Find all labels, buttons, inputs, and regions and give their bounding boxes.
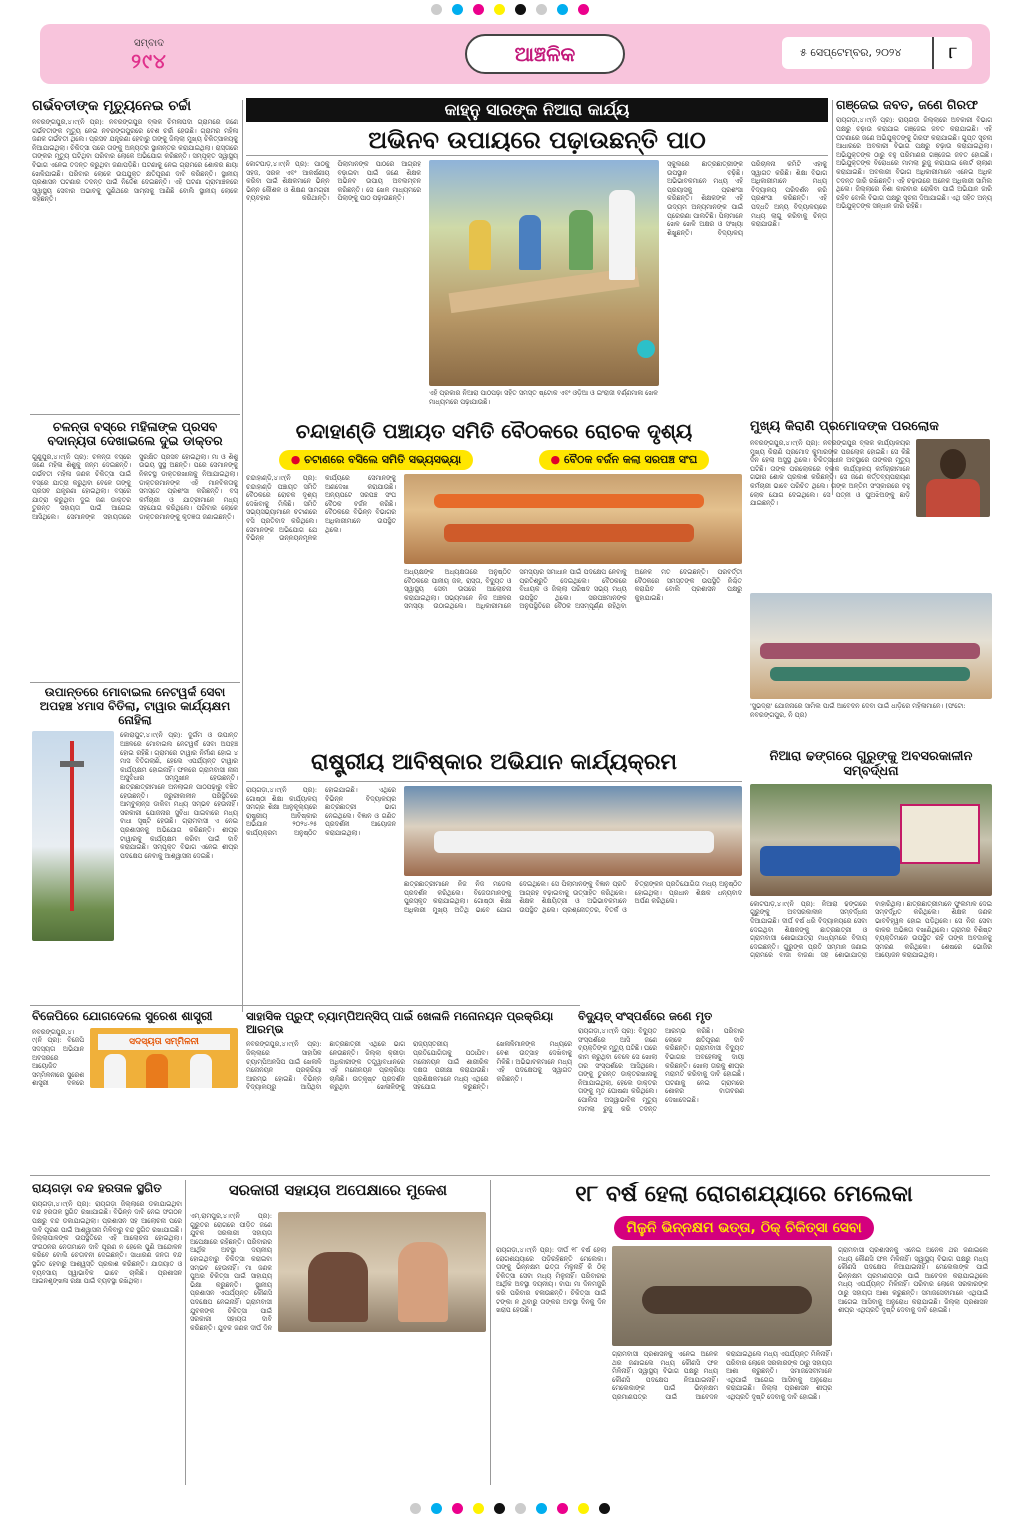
bjp-event-photo bbox=[90, 1028, 238, 1088]
article-kanhu-teacher bbox=[246, 98, 828, 410]
row-rule bbox=[30, 682, 240, 683]
registration-dot bbox=[410, 1503, 421, 1514]
article-body: ରାୟଗଡ଼ା,୪।୯(ନି ପ୍ର): ରାୟଗଡ଼ା ଜିଲ୍ଲାରେ ଡକାଯାଇଥିବା ବନ୍ଦ ହରତାଳ ସ୍ଥଗିତ ରଖାଯାଇଛି। ବିଭିନ୍ନ ଦାବି ନେଇ ସଂଗଠନ ପକ୍ଷରୁ ବନ୍ଦ ଡକାଯାଇଥିଲା। ପ୍ରଶାସନ ସହ ଆଲୋଚନା ପରେ ଦାବି ପୂରଣ ପାଇଁ ଆଶ୍ୱାସନା ମିଳିବାରୁ ବନ୍ଦ ସ୍ଥଗିତ ରଖାଯାଇଛି। ଜିଲ୍ଲାପାଳଙ୍କ ଉପସ୍ଥିତିରେ ଏହି ଆଲୋଚନା ହୋଇଥିଲା। ସଂଗଠନର ନେତାମାନେ ଦାବି ପୂରଣ ନ ହେଲେ ପୁଣି ଆନ୍ଦୋଳନ କରିବେ ବୋଲି ଚେତାବନୀ ଦେଇଛନ୍ତି। ସାଧାରଣ ଜନତା ବନ୍ଦ ସ୍ଥଗିତ ହେବାରୁ ଆଶ୍ୱସ୍ତି ପ୍ରକାଶ କରିଛନ୍ତି। ଯାତାୟାତ ଓ ବ୍ୟବସାୟ ସ୍ୱାଭାବିକ ଭାବେ ଚାଲିଛି। ପ୍ରଶାସନ ଆଇନଶୃଙ୍ଖଳା ରକ୍ଷା ପାଇଁ ବ୍ୟବସ୍ଥା ରଖିଥିଲା। bbox=[32, 1199, 182, 1286]
person-figure bbox=[104, 1054, 126, 1088]
procession-photo bbox=[750, 784, 992, 896]
column-rule bbox=[185, 1180, 186, 1485]
meeting-photo bbox=[404, 474, 742, 564]
article-pregnant-death bbox=[32, 98, 238, 410]
article-electrocution bbox=[578, 1010, 744, 1172]
balloon-shape bbox=[637, 340, 655, 358]
headline: ଉପାନ୍ତରେ ମୋବାଇଲ ନେଟୱର୍କ ସେବା ଅପହଞ୍ଚ ୪ମାସ ବିତିଲା, ଟାୱାର କାର୍ଯ୍ୟକ୍ଷମ ନୋହିଲା bbox=[39, 686, 231, 727]
article-body: ନବରଙ୍ଗପୁର,୪।୯(ନି ପ୍ର): ବିଜେପି ସଦସ୍ୟତା ଅଭିଯାନ ଅବସରରେ ଆୟୋଜିତ ସମ୍ମିଳନୀରେ ସୁରେଶ ଶାସ୍ତ୍ରୀ ଦଳରେ bbox=[32, 1027, 84, 1088]
article-body: ଏମ୍.ରାମପୁର,୪।୯(ନି ପ୍ର): ଗୁରୁତର ରୋଗରେ ପୀଡ଼ିତ ଜଣେ ଯୁବକ ସରକାରୀ ସହାୟତା ଅପେକ୍ଷାରେ ରହିଛନ୍ତି। ପରିବାରର ଆର୍ଥିକ ଅବସ୍ଥା ଦୟନୀୟ ହୋଇଥିବାରୁ ଚିକିତ୍ସା କରାଇବା ସମ୍ଭବ ହେଉନାହିଁ। ମା ଜଣକ ପୁଅର ଚିକିତ୍ସା ପାଇଁ ସାହାଯ୍ୟ ଭିକ୍ଷା କରୁଛନ୍ତି। ସ୍ଥାନୀୟ ପ୍ରଶାସନ ଏପର୍ଯ୍ୟନ୍ତ କୌଣସି ପଦକ୍ଷେପ ନେଇନାହିଁ। ଗ୍ରାମବାସୀ ଯୁବକଙ୍କ ଚିକିତ୍ସା ପାଇଁ ସରକାରୀ ସହାୟତା ଦାବି କରିଛନ୍ତି। ଯୁବକ ଜଣକ ଦୀର୍ଘ ଦିନ bbox=[190, 1212, 272, 1332]
registration-dot bbox=[578, 1503, 589, 1514]
article-body: ଅଧ୍ୟକ୍ଷଙ୍କ ଅଧ୍ୟକ୍ଷତାରେ ଅନୁଷ୍ଠିତ ବୈଠକରେ ପାନୀୟ ଜଳ, ରାସ୍ତା, ବିଦ୍ୟୁତ ଓ ସ୍ୱାସ୍ଥ୍ୟ ସେବା ଉପରେ ଆଲୋଚନା କରାଯାଇଥିଲା। ସଭ୍ୟମାନେ ନିଜ ଅଞ୍ଚଳର ସମସ୍ୟା ଉଠାଇଥିଲେ। ଅଧିକାରୀମାନେ ସମସ୍ୟାର ସମାଧାନ ପାଇଁ ପଦକ୍ଷେପ ନେବାକୁ ପ୍ରତିଶ୍ରୁତି ଦେଇଥିଲେ। ବୈଠକରେ ବିଧାୟକ ଓ ଜିଲ୍ଲା ପରିଷଦ ସଭ୍ୟ ମଧ୍ୟ ଉପସ୍ଥିତ ଥିଲେ। ସରପଞ୍ଚମାନଙ୍କ ଅନୁପସ୍ଥିତିରେ ବୈଠକ ଅସମ୍ପୂର୍ଣ୍ଣ ରହିଥିବା ଅନେକ ମତ ଦେଇଛନ୍ତି। ପରବର୍ତ୍ତୀ ବୈଠକରେ ସମସ୍ତଙ୍କ ଉପସ୍ଥିତି ନିଶ୍ଚିତ କରାଯିବ ବୋଲି ପ୍ରଶାସନ ପକ୍ଷରୁ କୁହାଯାଇଛି। bbox=[404, 568, 742, 611]
article-body: ରାୟଗଡ଼ା,୪।୯(ନି ପ୍ର): ଗୋଷ୍ଠୀ ଶିକ୍ଷା କାର୍ଯ୍ୟାଳୟ ସମଗ୍ର ଶିକ୍ଷା ଆନୁକୂଲ୍ୟରେ ରାଷ୍ଟ୍ରୀୟ ଆବିଷ୍କାର ଅଭିଯାନ ୨୦୨୪-୨୫ କାର୍ଯ୍ୟକ୍ରମ ଅନୁଷ୍ଠିତ ହୋଇଯାଇଛି। ଏଥିରେ ବିଭିନ୍ନ ବିଦ୍ୟାଳୟର ଛାତ୍ରଛାତ୍ରୀ ଭାଗ ନେଇଥିଲେ। ବିଜ୍ଞାନ ଓ ଗଣିତ ପ୍ରଦର୍ଶନୀ ଆୟୋଜନ କରାଯାଇଥିଲା। bbox=[246, 786, 396, 837]
article-chandahandi-meeting bbox=[246, 420, 742, 745]
article-body: କୋରାପୁଟ,୪।୯(ନି ପ୍ର): ଦୁର୍ଗମ ଓ ଉପାନ୍ତ ଅଞ୍ଚଳରେ ମୋବାଇଲ ନେଟୱର୍କ ସେବା ଅପହଞ୍ଚ ହୋଇ ରହିଛି। ଗ୍ରାମରେ ଟାୱାର ନିର୍ମାଣ ହୋଇ ୪ ମାସ ବିତିଗଲାଣି, ହେଲେ ଏପର୍ଯ୍ୟନ୍ତ ଟାୱାର କାର୍ଯ୍ୟକ୍ଷମ ହୋଇନାହିଁ। ଫଳରେ ଗ୍ରାମବାସୀ ନାନା ଅସୁବିଧାର ସମ୍ମୁଖୀନ ହେଉଛନ୍ତି। ଛାତ୍ରଛାତ୍ରୀମାନେ ଅନଲାଇନ ପାଠପଢ଼ାରୁ ବଞ୍ଚିତ ହେଉଛନ୍ତି। ଜରୁରୀକାଳୀନ ପରିସ୍ଥିତିରେ ଆମ୍ବୁଲାନ୍ସ ଡାକିବା ମଧ୍ୟ ସମ୍ଭବ ହେଉନାହିଁ। ସରକାରୀ ଯୋଜନାର ସୁବିଧା ପାଇବାରେ ମଧ୍ୟ ବାଧା ସୃଷ୍ଟି ହେଉଛି। ଗ୍ରାମବାସୀ ଏ ନେଇ ପ୍ରଶାସନକୁ ଅଭିଯୋଗ କରିଛନ୍ତି। ଶୀଘ୍ର ଟାୱାରକୁ କାର୍ଯ୍ୟକ୍ଷମ କରିବା ପାଇଁ ଦାବି କରାଯାଇଛି। ସମ୍ପୃକ୍ତ ବିଭାଗ ଏନେଇ ଶୀଘ୍ର ପଦକ୍ଷେପ ନେବାକୁ ଆଶ୍ୱାସନା ଦେଇଛି। bbox=[120, 731, 238, 860]
bullet-icon: ● bbox=[550, 453, 561, 466]
article-meleka-bedridden bbox=[496, 1182, 992, 1484]
students-photo bbox=[404, 786, 742, 876]
crowd-shape bbox=[770, 667, 970, 681]
article-body: ସ୍କୁଲରେ ଛାତ୍ରଛାତ୍ରୀଙ୍କ ଉପସ୍ଥାନ ବଢ଼ିଛି। ଅଭିଭାବକମାନେ ମଧ୍ୟ ଏହି ପ୍ରୟାସକୁ ପ୍ରଶଂସା କରିଛନ୍ତି। ଶିକ୍ଷକଙ୍କ ଏହି ଉଦ୍ୟମ ଅନ୍ୟମାନଙ୍କ ପାଇଁ ପ୍ରେରଣା ପାଲଟିଛି। ପିଲାମାନେ ଖେଳ ଖେଳି ଅକ୍ଷର ଓ ସଂଖ୍ୟା ଶିଖୁଛନ୍ତି। ବିଦ୍ୟାଳୟ ପରିଚାଳନା କମିଟି ଏହାକୁ ସ୍ୱାଗତ କରିଛି। ଶିକ୍ଷା ବିଭାଗ ଅଧିକାରୀମାନେ ମଧ୍ୟ ବିଦ୍ୟାଳୟ ପରିଦର୍ଶନ କରି ପ୍ରଶଂସା କରିଛନ୍ତି। ଏହି ପଦ୍ଧତି ଅନ୍ୟ ବିଦ୍ୟାଳୟରେ ମଧ୍ୟ ଲାଗୁ କରିବାକୁ ଚିନ୍ତା କରାଯାଉଛି। bbox=[667, 160, 827, 237]
registration-dot bbox=[515, 1503, 526, 1514]
subhead-pill bbox=[539, 450, 710, 470]
tower-photo bbox=[32, 731, 114, 941]
child-figure bbox=[569, 210, 593, 270]
tower-antenna-shape bbox=[60, 761, 84, 767]
headline: ରାଷ୍ଟ୍ରୀୟ ଆବିଷ୍କାର ଅଭିଯାନ କାର୍ଯ୍ୟକ୍ରମ bbox=[246, 750, 742, 782]
headline: ବିଦ୍ୟୁତ୍ ସଂସ୍ପର୍ଶରେ ଜଣେ ମୃତ bbox=[578, 1010, 713, 1023]
students-group-shape bbox=[434, 831, 714, 853]
article-body: ଚନ୍ଦାହାଣ୍ଡି,୪।୯(ନି ପ୍ର): ଚନ୍ଦାହାଣ୍ଡି ପଞ୍ଚାୟତ ସମିତି ବୈଠକରେ ରୋଚକ ଦୃଶ୍ୟ ଦେଖିବାକୁ ମିଳିଛି। ସମିତି ସଭ୍ୟସଭ୍ୟାମାନେ ଚଟାଣରେ ବସି ପ୍ରତିବାଦ କରିଥିଲେ। ସେମାନଙ୍କ ଅଭିଯୋଗ ଯେ ବିଭିନ୍ନ ଉନ୍ନୟନମୂଳକ କାର୍ଯ୍ୟରେ ସେମାନଙ୍କୁ ଅଣଦେଖା କରାଯାଉଛି। ଅନ୍ୟପଟେ ସରପଞ୍ଚ ସଂଘ ବୈଠକ ବର୍ଜନ କରିଛି। ବୈଠକରେ ବିଭିନ୍ନ ବିଭାଗର ଅଧିକାରୀମାନେ ଉପସ୍ଥିତ ଥିଲେ। bbox=[246, 474, 396, 543]
headline: ୧୮ ବର୍ଷ ହେଲା ରୋଗଶଯ୍ୟାରେ ମେଲେକା bbox=[575, 1182, 913, 1207]
mukesh-photo bbox=[278, 1212, 486, 1332]
headline: ମୁଖ୍ୟ କିରାଣି ପ୍ରମୋଦଙ୍କ ପରଲୋକ bbox=[750, 420, 939, 434]
article-rashtriya-abhiyan bbox=[246, 750, 742, 1010]
registration-dot bbox=[578, 4, 589, 15]
photo-caption: ଏହି ପ୍ରକାର ନିଆରା ପାଠପଢ଼ା ସହିତ ସମସ୍ତ ଷ୍ଟୋକ ଏବଂ ଓଡ଼ିଆ ଓ ଇଂରାଜୀ ବର୍ଣ୍ଣମାଳା ଖେଳ ମାଧ୍ୟମରେ ପଢ଼ାଯାଉଛି। bbox=[429, 389, 658, 406]
headline: ଚଳନ୍ତା ବସ୍‌ରେ ମହିଳାଙ୍କ ପ୍ରସବ ବଦାନ୍ୟତା ଦେଖାଇଲେ ଦୁଇ ଡାକ୍ତର bbox=[47, 420, 223, 449]
brand-number: ୨୯୪ bbox=[131, 49, 167, 73]
portrait-photo bbox=[916, 439, 990, 517]
article-mukesh-aid bbox=[190, 1182, 486, 1484]
registration-dot bbox=[536, 4, 547, 15]
article-sports-selection bbox=[246, 1010, 572, 1172]
crowd-shape bbox=[760, 643, 980, 659]
person-figure bbox=[190, 1054, 212, 1088]
column-rule bbox=[242, 412, 243, 1012]
article-body: ନବରଙ୍ଗପୁର,୪।୯(ନି ପ୍ର): ନବରଙ୍ଗପୁର ବ୍ଲକ ଚିମଳାପଦା ଗ୍ରାମରେ ଜଣେ ଗର୍ଭବତୀଙ୍କ ମୃତ୍ୟୁ ନେଇ ନବରଙ୍ଗପୁରରେ ବେଶ ଚର୍ଚ୍ଚା ହେଉଛି। ଗ୍ରାମର ମହିଳା ଜଣକ ଗର୍ଭବତୀ ଥିଲେ। ପ୍ରସବ ଯନ୍ତ୍ରଣା ହେବାରୁ ତାଙ୍କୁ ଜିଲ୍ଲା ମୁଖ୍ୟ ଚିକିତ୍ସାଳୟକୁ ନିଆଯାଇଥିଲା। ଚିକିତ୍ସା ପରେ ତାଙ୍କୁ ଅନ୍ୟତ୍ର ସ୍ଥାନାନ୍ତର କରାଯାଇଥିଲା। ରାସ୍ତାରେ ତାଙ୍କର ମୃତ୍ୟୁ ଘଟିଥିବା ପରିବାର ଲୋକେ ଅଭିଯୋଗ କରିଛନ୍ତି। ସମ୍ପୃକ୍ତ ସ୍ୱାସ୍ଥ୍ୟ ବିଭାଗ ଏନେଇ ତଦନ୍ତ କରୁଥିବା ଜଣାପଡ଼ିଛି। ଘଟଣାକୁ ନେଇ ଗ୍ରାମରେ ଶୋକର ଛାୟା ଖେଳିଯାଇଛି। ପରିବାର ଲୋକେ ଉପଯୁକ୍ତ କ୍ଷତିପୂରଣ ଦାବି କରିଛନ୍ତି। ସ୍ଥାନୀୟ ପ୍ରଶାସନ ଘଟଣାର ତଦନ୍ତ ପାଇଁ ନିର୍ଦ୍ଦେଶ ଦେଇଛନ୍ତି। ଏହି ଘଟଣା ଗ୍ରାମାଞ୍ଚଳରେ ସ୍ୱାସ୍ଥ୍ୟ ସେବାର ଅଭାବକୁ ପୁଣିଥରେ ସାମ୍ନାକୁ ଆଣିଛି ବୋଲି ସ୍ଥାନୀୟ ଲୋକେ କହିଛନ୍ତି। bbox=[32, 118, 238, 204]
date-box bbox=[782, 37, 972, 69]
portrait-head bbox=[940, 449, 966, 479]
masthead bbox=[40, 24, 990, 84]
article-clerk-death bbox=[750, 420, 992, 745]
page-number: ୮ bbox=[932, 37, 972, 69]
portrait-shirt bbox=[926, 479, 980, 517]
article-body: ଗ୍ରାମବାସୀ ପ୍ରଶାସନକୁ ଏନେଇ ଅନେକ ଥର ଜଣାଇଲେ ମଧ୍ୟ କୌଣସି ଫଳ ମିଳିନାହିଁ। ସ୍ୱାସ୍ଥ୍ୟ ବିଭାଗ ପକ୍ଷରୁ ମଧ୍ୟ କୌଣସି ପଦକ୍ଷେପ ନିଆଯାଇନାହିଁ। ମେଲେକାଙ୍କ ପାଇଁ ଭିନ୍ନକ୍ଷମ ପ୍ରମାଣପତ୍ର ପାଇଁ ଆବେଦନ କରାଯାଇଥିଲେ ମଧ୍ୟ ଏପର୍ଯ୍ୟନ୍ତ ମିଳିନାହିଁ। ପରିବାର ଲୋକେ ସରକାରଙ୍କ ଠାରୁ ସହାୟତା ଆଶା କରୁଛନ୍ତି। ସମାଜସେବୀମାନେ ଏଥିପାଇଁ ଆଗେଇ ଆସିବାକୁ ଅନୁରୋଧ କରାଯାଇଛି। ଜିଲ୍ଲା ପ୍ରଶାସନ ଶୀଘ୍ର ଏଥିପ୍ରତି ଦୃଷ୍ଟି ଦେବାକୁ ଦାବି ହୋଇଛି। bbox=[612, 1350, 832, 1401]
article-ganja-seized bbox=[836, 98, 992, 410]
article-body: ଛାତ୍ରଛାତ୍ରୀମାନେ ନିଜ ନିଜ ମଡେଲ ପ୍ରଦର୍ଶନ କରିଥିଲେ। ବିଜେତାମାନଙ୍କୁ ପୁରସ୍କୃତ କରାଯାଇଥିଲା। ଗୋଷ୍ଠୀ ଶିକ୍ଷା ଅଧିକାରୀ ମୁଖ୍ୟ ଅତିଥି ଭାବେ ଯୋଗ ଦେଇଥିଲେ। ସେ ପିଲାମାନଙ୍କୁ ବିଜ୍ଞାନ ପ୍ରତି ଆଗ୍ରହ ବଢ଼ାଇବାକୁ ଉତ୍ସାହିତ କରିଥିଲେ। ଶିକ୍ଷକ ଶିକ୍ଷୟିତ୍ରୀ ଓ ଅଭିଭାବକମାନେ ଉପସ୍ଥିତ ଥିଲେ। ପ୍ରଶ୍ନୋତ୍ତର, ବିତର୍କ ଓ ଚିତ୍ରାଙ୍କନ ପ୍ରତିଯୋଗିତା ମଧ୍ୟ ଅନୁଷ୍ଠିତ ହୋଇଥିଲା। ପ୍ରଧାନ ଶିକ୍ଷକ ଧନ୍ୟବାଦ ଅର୍ପଣ କରିଥିଲେ। bbox=[404, 880, 742, 914]
registration-dot bbox=[431, 4, 442, 15]
headline: ନିଆରା ଢଙ୍ଗରେ ଗୁରୁଙ୍କୁ ଅବସରକାଳୀନ ସମ୍ବର୍ଦ୍ଧନା bbox=[769, 750, 973, 779]
subhead-text: ବୈଠକ ବର୍ଜନ କଲା ସରପଞ୍ଚ ସଂଘ bbox=[563, 453, 698, 466]
article-body: କୋଟପାଡ଼,୪।୯(ନି ପ୍ର): ନିଆରା ଢଙ୍ଗରେ ଗୁରୁଙ୍କୁ ଅବସରକାଳୀନ ସମ୍ବର୍ଦ୍ଧନା ଦିଆଯାଇଛି। ଦୀର୍ଘ ବର୍ଷ ଧରି ବିଦ୍ୟାଳୟରେ ସେବା ଦେଇଥିବା ଶିକ୍ଷକଙ୍କୁ ଛାତ୍ରଛାତ୍ରୀ ଓ ଗ୍ରାମବାସୀ ଶୋଭାଯାତ୍ରା ମାଧ୍ୟମରେ ବିଦାୟ ଦେଇଛନ୍ତି। ଗୁରୁଙ୍କ ପ୍ରତି ସମ୍ମାନ ଜଣାଇ ଗ୍ରାମରେ ବାଜା ବାଜଣା ସହ ଶୋଭାଯାତ୍ରା ବାହାରିଥିଲା। ଛାତ୍ରଛାତ୍ରୀମାନେ ଫୁଲମାଳ ଦେଇ ସମ୍ବର୍ଦ୍ଧିତ କରିଥିଲେ। ଶିକ୍ଷକ ଜଣକ ଭାବବିହ୍ୱଳ ହୋଇ ପଡ଼ିଥିଲେ। ସେ ନିଜ ସେବା କାଳର ଅଭିଜ୍ଞତା ବଖାଣିଥିଲେ। ଗ୍ରାମର ବିଶିଷ୍ଟ ବ୍ୟକ୍ତିମାନେ ଉପସ୍ଥିତ ରହି ତାଙ୍କ ଅବଦାନକୁ ସ୍ମରଣ କରିଥିଲେ। ଶେଷରେ ଭୋଜିର ଆୟୋଜନ କରାଯାଇଥିଲା। bbox=[750, 899, 992, 960]
classroom-photo bbox=[429, 160, 659, 386]
headline: ଅଭିନବ ଉପାୟରେ ପଢ଼ାଉଛନ୍ତି ପାଠ bbox=[246, 124, 828, 156]
subhead-text: ଚଟାଣରେ ବସିଲେ ସମିତି ସଭ୍ୟସଭ୍ୟା bbox=[304, 453, 462, 466]
queue-photo bbox=[750, 593, 992, 699]
article-rayagada-bandh bbox=[32, 1182, 182, 1484]
registration-dot bbox=[431, 1503, 442, 1514]
registration-dot bbox=[599, 1503, 610, 1514]
headline: ବିଜେପିରେ ଯୋଗଦେଲେ ସୁରେଶ ଶାସ୍ତ୍ରୀ bbox=[32, 1010, 213, 1023]
article-body: ରାୟଗଡ଼ା,୪।୯(ନି ପ୍ର): ବିଦ୍ୟୁତ ସଂସ୍ପର୍ଶରେ ଆସି ଜଣେ ବ୍ୟକ୍ତିଙ୍କ ମୃତ୍ୟୁ ଘଟିଛି। ଘରେ କାମ କରୁଥିବା ବେଳେ ସେ ଖୋଲା ତାର ସଂସ୍ପର୍ଶରେ ଆସିଥିଲେ। ତାଙ୍କୁ ତୁରନ୍ତ ଡାକ୍ତରଖାନାକୁ ନିଆଯାଇଥିଲା, ହେଲେ ଡାକ୍ତର ତାଙ୍କୁ ମୃତ ଘୋଷଣା କରିଥିଲେ। ପୋଲିସ ଅସ୍ୱାଭାବିକ ମୃତ୍ୟୁ ମାମଲା ରୁଜୁ କରି ତଦନ୍ତ ଆରମ୍ଭ କରିଛି। ପରିବାର ଲୋକେ କ୍ଷତିପୂରଣ ଦାବି କରିଛନ୍ତି। ଗ୍ରାମବାସୀ ବିଦ୍ୟୁତ ବିଭାଗର ଅବହେଳାକୁ ଦାୟୀ କରିଛନ୍ତି। ଖୋଲା ତାରକୁ ଶୀଘ୍ର ମରାମତି କରିବାକୁ ଦାବି ହୋଇଛି। ଘଟଣାକୁ ନେଇ ଗ୍ରାମରେ ଶୋକର ବାତାବରଣ ଦେଖାଦେଇଛି। bbox=[578, 1027, 744, 1113]
article-body: ଗ୍ରାମବାସୀ ପ୍ରଶାସନକୁ ଏନେଇ ଅନେକ ଥର ଜଣାଇଲେ ମଧ୍ୟ କୌଣସି ଫଳ ମିଳିନାହିଁ। ସ୍ୱାସ୍ଥ୍ୟ ବିଭାଗ ପକ୍ଷରୁ ମଧ୍ୟ କୌଣସି ପଦକ୍ଷେପ ନିଆଯାଇନାହିଁ। ମେଲେକାଙ୍କ ପାଇଁ ଭିନ୍ନକ୍ଷମ ପ୍ରମାଣପତ୍ର ପାଇଁ ଆବେଦନ କରାଯାଇଥିଲେ ମଧ୍ୟ ଏପର୍ଯ୍ୟନ୍ତ ମିଳିନାହିଁ। ପରିବାର ଲୋକେ ସରକାରଙ୍କ ଠାରୁ ସହାୟତା ଆଶା କରୁଛନ୍ତି। ସମାଜସେବୀମାନେ ଏଥିପାଇଁ ଆଗେଇ ଆସିବାକୁ ଅନୁରୋଧ କରାଯାଇଛି। ଜିଲ୍ଲା ପ୍ରଶାସନ ଶୀଘ୍ର ଏଥିପ୍ରତି ଦୃଷ୍ଟି ଦେବାକୁ ଦାବି ହୋଇଛି। bbox=[838, 1246, 988, 1315]
article-body: ରାୟଗଡ଼ା,୪।୯(ନି ପ୍ର): ଦୀର୍ଘ ୧୮ ବର୍ଷ ହେଲା ରୋଗଶଯ୍ୟାରେ ପଡ଼ିରହିଛନ୍ତି ମେଲେକା। ତାଙ୍କୁ ଭିନ୍ନକ୍ଷମ ଭତ୍ତା ମିଳୁନାହିଁ କି ଠିକ୍ ଚିକିତ୍ସା ସେବା ମଧ୍ୟ ମିଳୁନାହିଁ। ପରିବାରର ଆର୍ଥିକ ଅବସ୍ଥା ଦୟନୀୟ। ବାପା ମା ଦିନମଜୁରି କରି ପରିବାର ଚଳାଉଛନ୍ତି। ଚିକିତ୍ସା ପାଇଁ ଟଙ୍କା ନ ଥିବାରୁ ତାଙ୍କର ଅବସ୍ଥା ଦିନକୁ ଦିନ ଖରାପ ହେଉଛି। bbox=[496, 1246, 606, 1315]
row-rule bbox=[30, 414, 240, 415]
subhead-pill bbox=[279, 450, 473, 470]
person-figure bbox=[146, 1054, 168, 1088]
row-rule bbox=[30, 1175, 990, 1176]
headline: ରାୟଗଡ଼ା ବନ୍ଦ ହରତାଳ ସ୍ଥଗିତ bbox=[32, 1182, 162, 1195]
patient-figure bbox=[398, 1242, 448, 1322]
newspaper-logo bbox=[110, 38, 188, 72]
kicker-banner: କାହ୍ନୁ ସାରଙ୍କ ନିଆରା କାର୍ଯ୍ୟ bbox=[246, 98, 828, 122]
section-title: ଆଞ୍ଚଳିକ bbox=[465, 34, 625, 74]
registration-dot bbox=[515, 4, 526, 15]
registration-dot bbox=[494, 1503, 505, 1514]
issue-date: ୫ ସେପ୍ଟେମ୍ବର, ୨୦୨୪ bbox=[800, 46, 902, 59]
seated-crowd-shape bbox=[444, 524, 694, 542]
article-bus-delivery bbox=[32, 420, 238, 678]
bullet-icon: ● bbox=[290, 453, 301, 466]
registration-dot bbox=[557, 4, 568, 15]
meleka-photo bbox=[612, 1246, 832, 1346]
column-rule bbox=[490, 1180, 491, 1485]
article-teacher-farewell bbox=[750, 750, 992, 1175]
headline: ସରକାରୀ ସହାୟତା ଅପେକ୍ଷାରେ ମୁକେଶ bbox=[228, 1182, 448, 1199]
color-registration-strip-bottom bbox=[0, 1499, 1020, 1517]
article-mobile-tower bbox=[32, 686, 238, 1001]
crowd-shape bbox=[760, 846, 900, 876]
article-body: କୋଟପାଡ଼,୪।୯(ନି ପ୍ର): ପାଠକୁ ସହଜ, ସରଳ ଏବଂ ଆକର୍ଷଣୀୟ କରିବା ପାଇଁ ଶିକ୍ଷକମାନେ ଭିନ୍ନ ଭିନ୍ନ କୌଶଳ ଓ ଶିକ୍ଷଣ ସାମଗ୍ରୀ ବ୍ୟବହାର କରିଥାନ୍ତି। ପିଲାମାନଙ୍କ ପାଠରେ ଆଗ୍ରହ ବଢ଼ାଇବା ପାଇଁ ଜଣେ ଶିକ୍ଷକ ଅଭିନବ ଉପାୟ ଅବଲମ୍ବନ କରିଛନ୍ତି। ସେ ଖେଳ ମାଧ୍ୟମରେ ପିଲାଙ୍କୁ ପାଠ ପଢ଼ାଉଛନ୍ତି। bbox=[246, 160, 421, 203]
article-body: ରାୟଗଡ଼ା,୪।୯(ନି ପ୍ର): ରାୟଗଡ଼ା ଜିଲ୍ଲାରେ ଅବକାରୀ ବିଭାଗ ପକ୍ଷରୁ ଚଢ଼ାଉ କରାଯାଇ ଗଞ୍ଜେଇ ଜବତ କରାଯାଇଛି। ଏହି ଘଟଣାରେ ଜଣେ ଅଭିଯୁକ୍ତଙ୍କୁ ଗିରଫ କରାଯାଇଛି। ଗୁପ୍ତ ସୂଚନା ଆଧାରରେ ଅବକାରୀ ବିଭାଗ ପକ୍ଷରୁ ଚଢ଼ାଉ କରାଯାଇଥିଲା। ଅଭିଯୁକ୍ତଙ୍କ ଠାରୁ ବହୁ ପରିମାଣର ଗଞ୍ଜେଇ ଜବତ ହୋଇଛି। ଅଭିଯୁକ୍ତଙ୍କ ବିରୋଧରେ ମାମଲା ରୁଜୁ କରାଯାଇ କୋର୍ଟ ଚାଲାଣ କରାଯାଇଛି। ଅବକାରୀ ବିଭାଗ ଅଧିକାରୀମାନେ ଏନେଇ ଅଧିକ ତଦନ୍ତ ଜାରି ରଖିଛନ୍ତି। ଏହି ଚଢ଼ାଉରେ ଅନେକ ଅଧିକାରୀ ସାମିଲ ଥିଲେ। ଜିଲ୍ଲାରେ ନିଶା କାରବାର ରୋକିବା ପାଇଁ ଅଭିଯାନ ଜାରି ରହିବ ବୋଲି ବିଭାଗ ପକ୍ଷରୁ ସୂଚନା ଦିଆଯାଇଛି। ଏଥି ସହିତ ଅନ୍ୟ ଅଭିଯୁକ୍ତଙ୍କ ସନ୍ଧାନ ଜାରି ରହିଛି। bbox=[836, 116, 992, 211]
headline: ଗଞ୍ଜେଇ ଜବତ, ଜଣେ ଗିରଫ bbox=[836, 98, 979, 112]
registration-dot bbox=[452, 1503, 463, 1514]
subhead-banner: ମିଳୁନି ଭିନ୍ନକ୍ଷମ ଭତ୍ତା, ଠିକ୍ ଚିକିତ୍ସା ସେବା bbox=[614, 1216, 873, 1240]
reclining-figure bbox=[642, 1286, 812, 1314]
article-bjp-joining bbox=[32, 1010, 238, 1172]
registration-dot bbox=[557, 1503, 568, 1514]
registration-dot bbox=[473, 4, 484, 15]
headline: ଚନ୍ଦାହାଣ୍ଡି ପଞ୍ଚାୟତ ସମିତି ବୈଠକରେ ରୋଚକ ଦୃଶ୍ୟ bbox=[295, 420, 693, 443]
banner-shape bbox=[900, 804, 980, 864]
headline: ଗର୍ଭବତୀଙ୍କ ମୃତ୍ୟୁନେଇ ଚର୍ଚ୍ଚା bbox=[32, 98, 192, 114]
registration-dot bbox=[536, 1503, 547, 1514]
seated-crowd-shape bbox=[434, 494, 704, 508]
child-figure bbox=[519, 215, 541, 270]
article-body: ନବରଙ୍ଗପୁର,୪।୯(ନି ପ୍ର): ନବରଙ୍ଗପୁର ବ୍ଲକ କାର୍ଯ୍ୟାଳୟର ମୁଖ୍ୟ କିରାଣି ପ୍ରମୋଦ କୁମାରଙ୍କ ପରଲୋକ ହୋଇଛି। ସେ କିଛି ଦିନ ହେଲା ଅସୁସ୍ଥ ଥିଲେ। ଚିକିତ୍ସାଧୀନ ଅବସ୍ଥାରେ ତାଙ୍କର ମୃତ୍ୟୁ ଘଟିଛି। ତାଙ୍କ ପରଲୋକରେ ବ୍ଲକ କାର୍ଯ୍ୟାଳୟ କର୍ମଚାରୀମାନେ ଗଭୀର ଶୋକ ପ୍ରକାଶ କରିଛନ୍ତି। ସେ ଜଣେ କର୍ତ୍ତବ୍ୟପରାୟଣ କର୍ମଚାରୀ ଭାବେ ପରିଚିତ ଥିଲେ। ତାଙ୍କ ଅନ୍ତିମ ସଂସ୍କାରରେ ବହୁ ଲୋକ ଯୋଗ ଦେଇଥିଲେ। ସେ ପତ୍ନୀ ଓ ପୁଅଝିଅଙ୍କୁ ଛାଡ଼ି ଯାଇଛନ୍ତି। bbox=[750, 438, 910, 508]
registration-dot bbox=[473, 1503, 484, 1514]
color-registration-strip-top bbox=[0, 0, 1020, 18]
event-banner-text: ସଦସ୍ୟତା ସମ୍ମିଳନୀ bbox=[98, 1034, 230, 1050]
photo-caption: 'ସୁଭଦ୍ରା' ଯୋଜନାରେ ସାମିଲ ପାଇଁ ଆବେଦନ ଦେବା ପାଇଁ ଧାଡ଼ିରେ ମହିଳାମାନେ। (ଫଟୋ: ନବରଙ୍ଗପୁର, ନି ପ୍ର) bbox=[750, 701, 966, 719]
article-body: ନବରଙ୍ଗପୁର,୪।୯(ନି ପ୍ର): ଜିଲ୍ଲାରେ ସାହାସିକ ଚ୍ୟାମ୍ପିଅନସିପ ପାଇଁ ଖେଳାଳି ମନୋନୟନ ପ୍ରକ୍ରିୟା ଆରମ୍ଭ ହୋଇଛି। ବିଭିନ୍ନ ବିଦ୍ୟାଳୟରୁ ଆସିଥିବା ଛାତ୍ରଛାତ୍ରୀ ଏଥିରେ ଭାଗ ନେଉଛନ୍ତି। ଜିଲ୍ଲା କ୍ରୀଡ଼ା ଅଧିକାରୀଙ୍କ ତତ୍ତ୍ୱାବଧାନରେ ଏହି ମନୋନୟନ ପ୍ରକ୍ରିୟା ଚାଲିଛି। ଉତ୍କୃଷ୍ଟ ପ୍ରଦର୍ଶନ କରୁଥିବା ଖେଳାଳିଙ୍କୁ ରାଜ୍ୟସ୍ତରୀୟ ପ୍ରତିଯୋଗିତାକୁ ପଠାଯିବ। ମନୋନୟନ ପାଇଁ ଶାରୀରିକ ଦକ୍ଷତା ପରୀକ୍ଷା କରାଯାଉଛି। ପ୍ରଶିକ୍ଷକମାନେ ମଧ୍ୟ ଏଥିରେ ସହଯୋଗ କରୁଛନ୍ତି। ଖେଳାଳିମାନଙ୍କ ମଧ୍ୟରେ ବେଶ ଉତ୍ସାହ ଦେଖିବାକୁ ମିଳିଛି। ଅଭିଭାବକମାନେ ମଧ୍ୟ ଏହି ପଦକ୍ଷେପକୁ ସ୍ୱାଗତ କରିଛନ୍ତି। bbox=[246, 1040, 572, 1092]
teacher-figure bbox=[609, 190, 635, 280]
child-figure bbox=[469, 220, 491, 270]
brand-name: ସମ୍ବାଦ bbox=[134, 38, 164, 49]
mother-figure bbox=[308, 1252, 368, 1322]
registration-dot bbox=[452, 4, 463, 15]
registration-dot bbox=[494, 4, 505, 15]
article-body: ଗୁଣୁପୁର,୪।୯(ନି ପ୍ର): ଚଳନ୍ତା ବସ୍‌ରେ ଜଣେ ମହିଳା ଶିଶୁକୁ ଜନ୍ମ ଦେଇଛନ୍ତି। ଗର୍ଭବତୀ ମହିଳା ଜଣକ ଚିକିତ୍ସା ପାଇଁ ବସ୍‌ରେ ଯାତ୍ରା କରୁଥିବା ବେଳେ ତାଙ୍କୁ ପ୍ରସବ ଯନ୍ତ୍ରଣା ହୋଇଥିଲା। ବସ୍‌ରେ ଯାତ୍ରା କରୁଥିବା ଦୁଇ ଜଣ ଡାକ୍ତର ତୁରନ୍ତ ସହାୟତା ପାଇଁ ଆଗେଇ ଆସିଥିଲେ। ସେମାନଙ୍କ ସହାୟତାରେ ସୁରକ୍ଷିତ ପ୍ରସବ ହୋଇଥିଲା। ମା ଓ ଶିଶୁ ଉଭୟ ସୁସ୍ଥ ଅଛନ୍ତି। ପରେ ସେମାନଙ୍କୁ ନିକଟସ୍ଥ ଡାକ୍ତରଖାନାକୁ ନିଆଯାଇଥିଲା। ଡାକ୍ତରମାନଙ୍କ ଏହି ମାନବିକତାକୁ ସମସ୍ତେ ପ୍ରଶଂସା କରିଛନ୍ତି। ବସ୍ କର୍ମଚାରୀ ଓ ଯାତ୍ରୀମାନେ ମଧ୍ୟ ସହଯୋଗ କରିଥିଲେ। ପରିବାର ଲୋକେ ଡାକ୍ତରମାନଙ୍କୁ କୃତଜ୍ଞତା ଜଣାଇଛନ୍ତି। bbox=[32, 452, 238, 521]
headline: ସାହାସିକ ପ୍ରୁଫ୍ ଚ୍ୟାମ୍ପିଅନ୍‌ସିପ୍ ପାଇଁ ଖେଳାଳି ମନୋନୟନ ପ୍ରକ୍ରିୟା ଆରମ୍ଭ bbox=[246, 1010, 554, 1037]
